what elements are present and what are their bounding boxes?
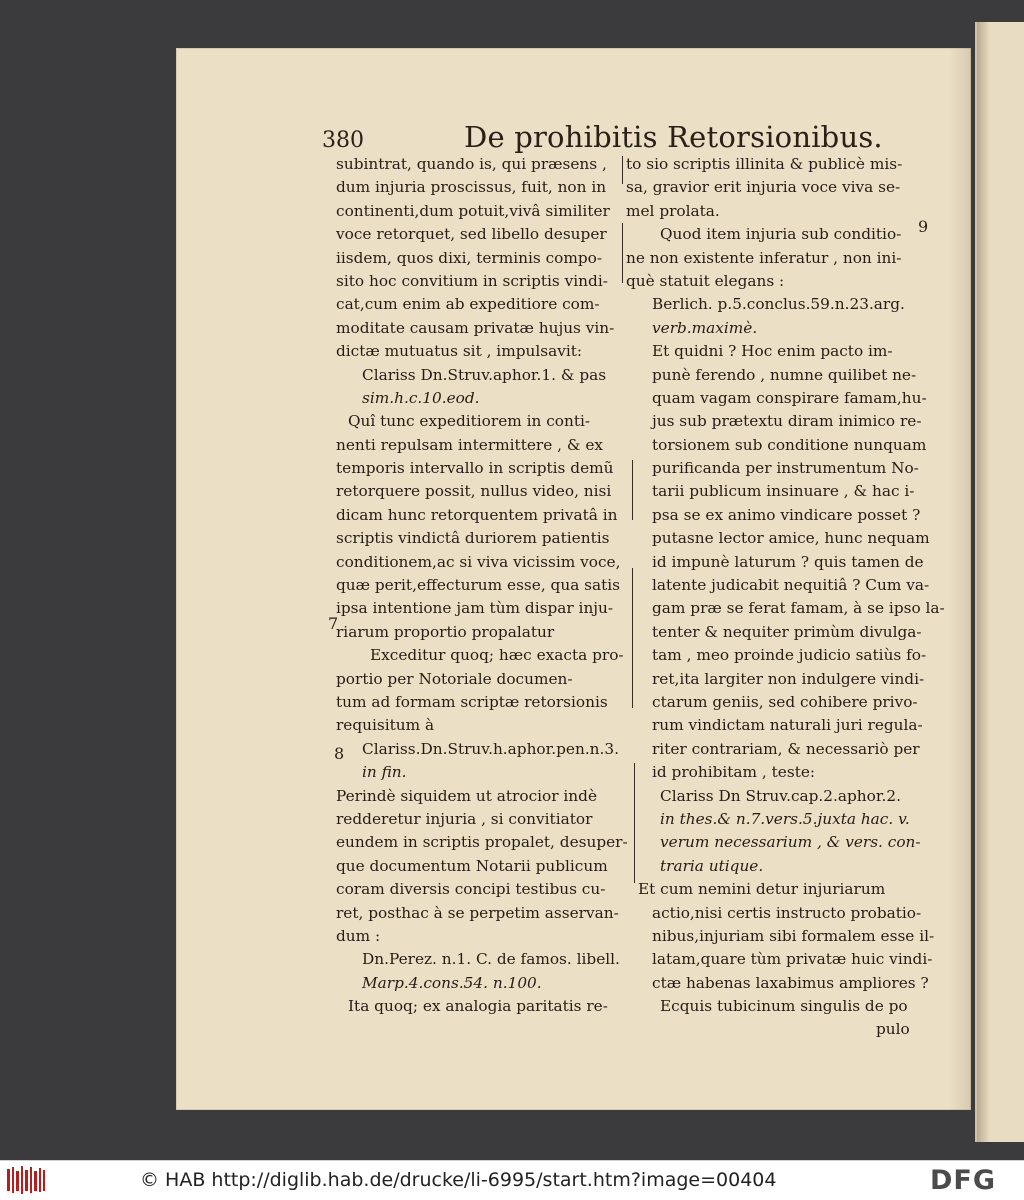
margin-number-7: 7 (328, 614, 339, 633)
text-line: ctarum geniis, sed cohibere privo- (652, 692, 918, 711)
text-line: subintrat, quando is, qui præsens , (336, 155, 607, 173)
text-line: tam , meo proinde judicio satiùs fo- (652, 646, 927, 665)
text-line: iisdem, quos dixi, terminis compo- (336, 248, 603, 267)
text-line: temporis intervallo in scriptis demũ (336, 459, 614, 478)
text-line: Et quidni ? Hoc enim pacto im- (652, 342, 893, 361)
text-line: dicam hunc retorquentem privatâ in (336, 505, 618, 524)
citation-line: in thes.& n.7.vers.5.juxta hac. v. (660, 809, 910, 828)
text-line: requisitum à (336, 716, 435, 735)
running-title: De prohibitis Retorsionibus. (464, 120, 883, 154)
text-line: ne non existente inferatur , non ini- (626, 248, 902, 267)
catchword: pulo (876, 1020, 910, 1039)
text-line: ipsa intentione jam tùm dispar inju- (336, 599, 614, 618)
citation-line: Clariss.Dn.Struv.h.aphor.pen.n.3. (362, 739, 619, 758)
citation-line: Marp.4.cons.54. n.100. (362, 973, 542, 992)
citation-line: traria utique. (660, 856, 764, 875)
citation-line: sim.h.c.10.eod. (362, 388, 480, 407)
citation-line: verum necessarium , & vers. con- (660, 833, 921, 852)
page-gutter-shadow (977, 22, 989, 1142)
text-line: cat,cum enim ab expeditiore com- (336, 295, 600, 314)
text-line: actio,nisi certis instructo probatio- (652, 903, 922, 922)
text-line: Quî tunc expeditiorem in conti- (348, 412, 591, 431)
facing-page-edge (975, 22, 1024, 1142)
citation-line: verb.maximè. (652, 318, 758, 337)
page-header (176, 120, 971, 156)
catchword-line: Ecquis tubicinum singulis de po (660, 997, 908, 1016)
text-line: riter contrariam, & necessariò per (652, 739, 920, 758)
text-line: Quod item injuria sub conditio- (660, 225, 902, 244)
text-line: mel prolata. (626, 201, 720, 220)
text-line: ret,ita largiter non indulgere vindi- (652, 669, 925, 688)
text-line: sa, gravior erit injuria voce viva se- (626, 178, 901, 197)
text-line: punè ferendo , numne quilibet ne- (652, 365, 917, 384)
text-line: ret, posthac à se perpetim asservan- (336, 903, 619, 922)
citation-line: Dn.Perez. n.1. C. de famos. libell. (362, 950, 620, 969)
text-line: sito hoc convitium in scriptis vindi- (336, 271, 608, 290)
viewer-footer (0, 1160, 1024, 1200)
text-line: nenti repulsam intermittere , & ex (336, 435, 604, 454)
text-line: coram diversis concipi testibus cu- (336, 880, 606, 899)
page-number: 380 (322, 128, 364, 153)
text-line: torsionem sub conditione nunquam (652, 435, 927, 454)
text-line: continenti,dum potuit,vivâ similiter (336, 201, 610, 220)
text-line: quæ perit,effecturum esse, qua satis (336, 576, 621, 595)
text-line: putasne lector amice, hunc nequam (652, 529, 930, 548)
hab-barcode-logo-icon (6, 1165, 46, 1195)
text-line: redderetur injuria , si convitiator (336, 809, 593, 828)
text-line: tum ad formam scriptæ retorsionis (336, 692, 608, 711)
text-line: id impunè laturum ? quis tamen de (652, 552, 924, 571)
text-line: portio per Notoriale documen- (336, 669, 573, 688)
text-line: eundem in scriptis propalet, desuper- (336, 833, 628, 852)
text-line: què statuit elegans : (626, 271, 785, 290)
text-line: retorquere possit, nullus video, nisi (336, 482, 612, 501)
text-line: scriptis vindictâ duriorem patientis (336, 529, 610, 548)
book-page (176, 48, 971, 1110)
margin-number-8: 8 (334, 744, 345, 763)
text-line: to sio scriptis illinita & publicè mis- (626, 155, 903, 173)
citation-line: Clariss Dn Struv.cap.2.aphor.2. (660, 786, 901, 805)
text-line: dictæ mutuatus sit , impulsavit: (336, 342, 583, 361)
text-line: jus sub prætextu diram inimico re- (652, 412, 922, 431)
copyright-link[interactable]: © HAB http://diglib.hab.de/drucke/li-6995/start.htm?image=00404 (140, 1169, 777, 1191)
citation-line: in fin. (362, 763, 407, 782)
text-line: gam præ se ferat famam, à se ipso la- (652, 599, 945, 618)
text-line: que documentum Notarii publicum (336, 856, 608, 875)
margin-number-9: 9 (918, 217, 929, 236)
text-line: latam,quare tùm privatæ huic vindi- (652, 950, 933, 969)
text-line: quam vagam conspirare famam,hu- (652, 388, 927, 407)
text-line: moditate causam privatæ hujus vin- (336, 318, 615, 337)
text-line: psa se ex animo vindicare posset ? (652, 505, 921, 524)
text-line: id prohibitam , teste: (652, 763, 816, 782)
text-line: latente judicabit nequitiâ ? Cum va- (652, 576, 930, 595)
citation-line: Clariss Dn.Struv.aphor.1. & pas (362, 365, 607, 384)
text-line: Perindè siquidem ut atrocior indè (336, 786, 597, 805)
dfg-logo: DFG (930, 1165, 997, 1196)
text-line: voce retorquet, sed libello desuper (336, 225, 607, 244)
text-line: dum injuria proscissus, fuit, non in (336, 178, 607, 197)
left-column (336, 153, 626, 1018)
text-line: ctæ habenas laxabimus ampliores ? (652, 973, 929, 992)
citation-line: Berlich. p.5.conclus.59.n.23.arg. (652, 295, 905, 314)
text-line: rum vindictam naturali juri regula- (652, 716, 923, 735)
text-line: tarii publicum insinuare , & hac i- (652, 482, 915, 501)
text-line: purificanda per instrumentum No- (652, 459, 919, 478)
right-column (626, 153, 945, 1042)
text-line: nibus,injuriam sibi formalem esse il- (652, 926, 935, 945)
text-line: Exceditur quoq; hæc exacta pro- (370, 646, 624, 665)
text-line: dum : (336, 926, 381, 945)
text-line: conditionem,ac si viva vicissim voce, (336, 552, 621, 571)
text-line: riarum proportio propalatur (336, 622, 555, 641)
text-line: tenter & nequiter primùm divulga- (652, 622, 922, 641)
text-line: Et cum nemini detur injuriarum (638, 880, 886, 899)
text-line: Ita quoq; ex analogia paritatis re- (348, 997, 608, 1016)
